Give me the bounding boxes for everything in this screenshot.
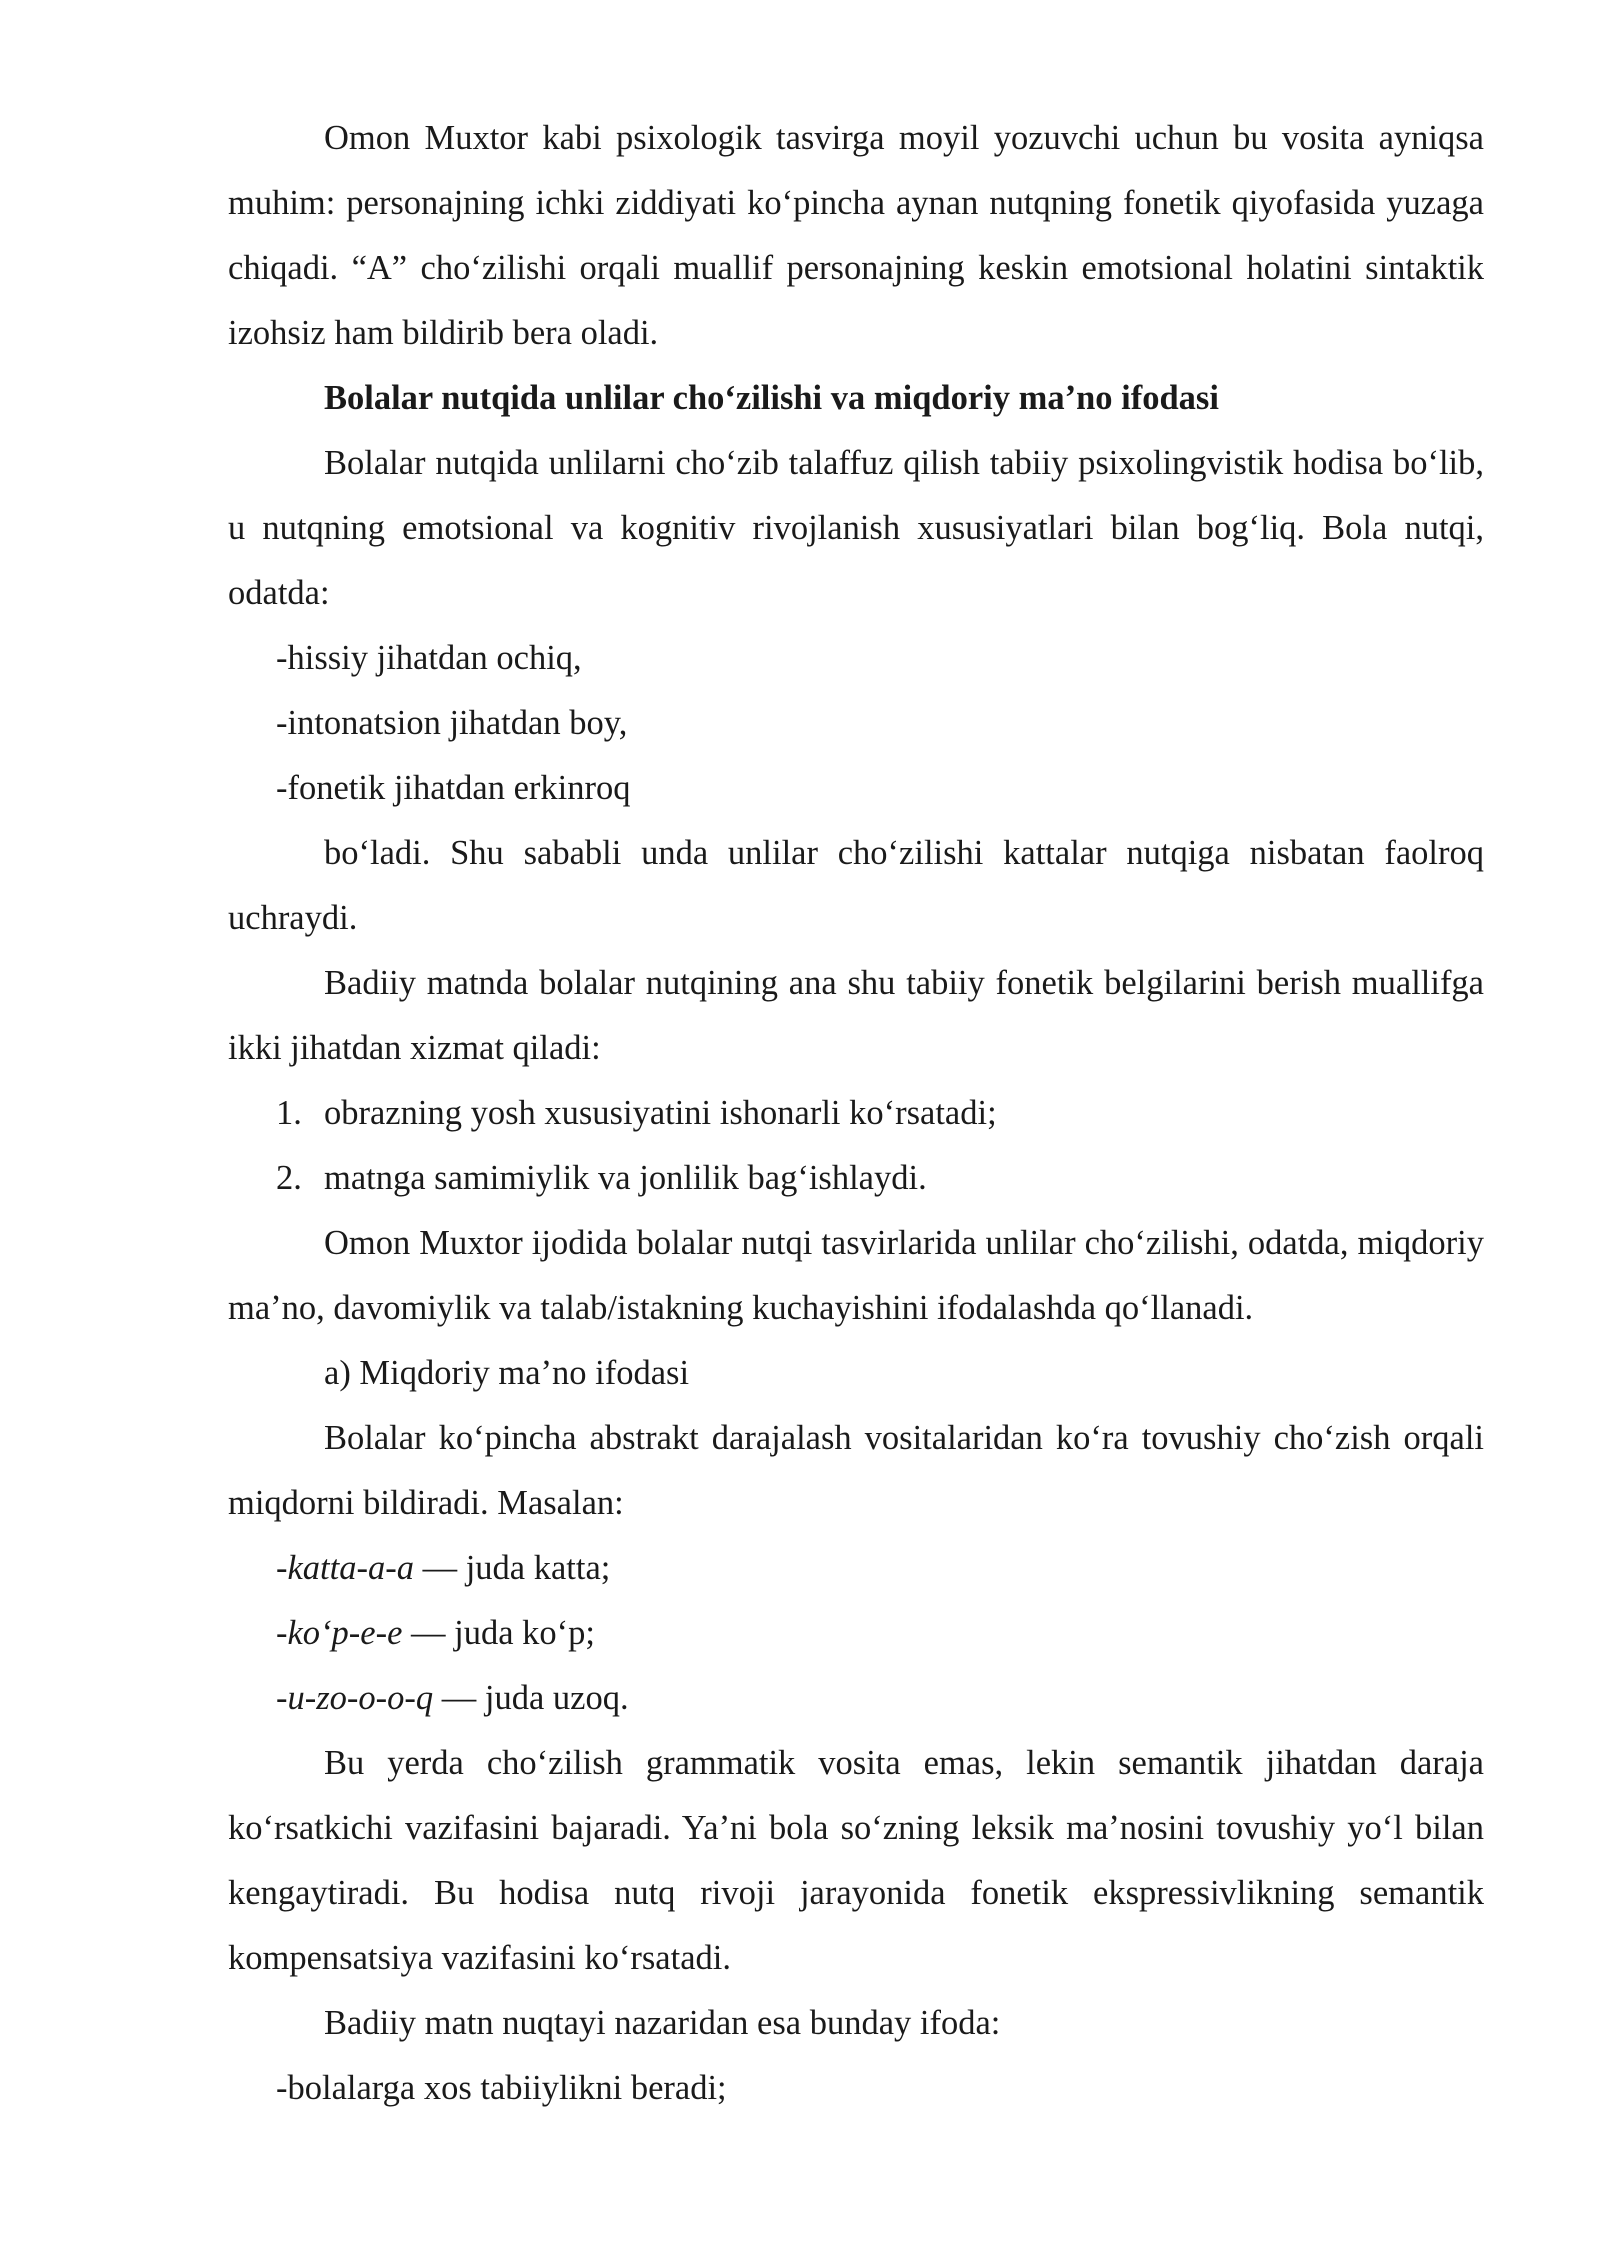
example-word: -koʻp-e-e bbox=[276, 1614, 403, 1652]
example-item bbox=[228, 1536, 1484, 1601]
paragraph-3: boʻladi. Shu sababli unda unlilar choʻzilishi kattalar nutqiga nisbatan faolroq uchraydi. bbox=[228, 834, 1484, 937]
example-gloss: — juda uzoq. bbox=[433, 1679, 629, 1717]
paragraph-8: Badiiy matn nuqtayi nazaridan esa bunday ifoda: bbox=[324, 2004, 1001, 2042]
list-number: 2. bbox=[276, 1159, 302, 1197]
paragraph-5: Omon Muxtor ijodida bolalar nutqi tasvirlarida unlilar choʻzilishi, odatda, miqdoriy maʼno, davomiylik va talab/istakning kuchayishini ifodalashda qoʻllanadi. bbox=[228, 1224, 1484, 1327]
paragraph-1: Omon Muxtor kabi psixologik tasvirga moyil yozuvchi uchun bu vosita ayniqsa muhim: personajning ichki ziddiyati koʻpincha aynan nutqning fonetik qiyofasida yuzaga chiqadi. “A” choʻzilishi orqali muallif personajning keskin emotsional holatini sintaktik izohsiz ham bildirib bera oladi. bbox=[228, 119, 1484, 352]
section-heading: Bolalar nutqida unlilar choʻzilishi va miqdoriy maʼno ifodasi bbox=[324, 379, 1219, 417]
paragraph-2: Bolalar nutqida unlilarni choʻzib talaffuz qilish tabiiy psixolingvistik hodisa boʻlib, u nutqning emotsional va kognitiv rivojlanish xususiyatlari bilan bogʻliq. Bola nutqi, odatda: bbox=[228, 444, 1484, 612]
numbered-list-item bbox=[228, 1146, 1484, 1211]
dash-list-item: -hissiy jihatdan ochiq, bbox=[276, 639, 582, 677]
dash-list-item: -bolalarga xos tabiiylikni beradi; bbox=[276, 2069, 727, 2107]
example-item bbox=[228, 1601, 1484, 1666]
list-item-text: matnga samimiylik va jonlilik bagʻishlaydi. bbox=[324, 1159, 927, 1197]
paragraph-7: Bu yerda choʻzilish grammatik vosita emas, lekin semantik jihatdan daraja koʻrsatkichi vazifasini bajaradi. Yaʼni bola soʻzning leksik maʼnosini tovushiy yoʻl bilan kengaytiradi. Bu hodisa nutq rivoji jarayonida fonetik ekspressivlikning semantik kompensatsiya vazifasini koʻrsatadi. bbox=[228, 1744, 1484, 1977]
list-number: 1. bbox=[276, 1094, 302, 1132]
paragraph-6: Bolalar koʻpincha abstrakt darajalash vositalaridan koʻra tovushiy choʻzish orqali miqdorni bildiradi. Masalan: bbox=[228, 1419, 1484, 1522]
subheading: a) Miqdoriy maʼno ifodasi bbox=[324, 1354, 690, 1392]
example-word: -u-zo-o-o-q bbox=[276, 1679, 434, 1717]
example-word: -katta-a-a bbox=[276, 1549, 414, 1587]
document-page bbox=[228, 106, 1484, 2121]
example-gloss: — juda katta; bbox=[413, 1549, 611, 1587]
numbered-list-item bbox=[228, 1081, 1484, 1146]
example-item bbox=[228, 1666, 1484, 1731]
example-gloss: — juda koʻp; bbox=[402, 1614, 596, 1652]
list-item-text: obrazning yosh xususiyatini ishonarli koʻrsatadi; bbox=[324, 1094, 997, 1132]
dash-list-item: -fonetik jihatdan erkinroq bbox=[276, 769, 631, 807]
paragraph-4: Badiiy matnda bolalar nutqining ana shu tabiiy fonetik belgilarini berish muallifga ikki jihatdan xizmat qiladi: bbox=[228, 964, 1484, 1067]
dash-list-item: -intonatsion jihatdan boy, bbox=[276, 704, 628, 742]
